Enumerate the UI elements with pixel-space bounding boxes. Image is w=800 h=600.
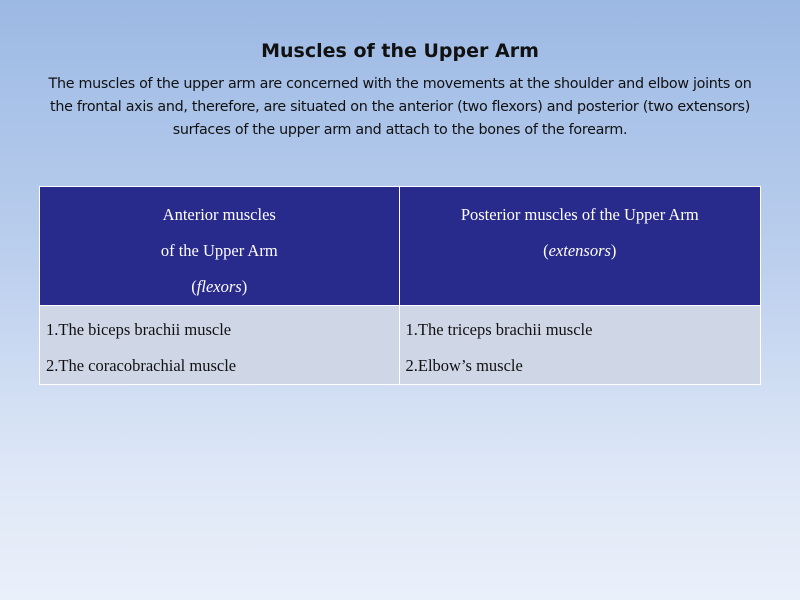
table-row <box>40 306 761 385</box>
paren-close: ) <box>610 241 617 260</box>
paren-close: ) <box>241 277 248 296</box>
anterior-muscles-cell <box>40 306 400 385</box>
muscle-table <box>39 186 761 385</box>
posterior-header-cell <box>399 187 760 306</box>
paren-open: ( <box>543 241 549 260</box>
paren-open: ( <box>191 277 197 296</box>
anterior-header-flexors <box>48 269 391 305</box>
table-header-row <box>40 187 761 306</box>
anterior-header-cell <box>40 187 400 306</box>
posterior-header-line1: Posterior muscles of the Upper Arm <box>460 205 699 224</box>
anterior-header-line2: of the Upper Arm <box>160 241 278 260</box>
anterior-header-line1: Anterior muscles <box>162 205 276 224</box>
extensors-label: extensors <box>548 241 611 260</box>
list-item: 1.The triceps brachii muscle <box>405 320 593 339</box>
posterior-header-extensors <box>408 233 752 269</box>
list-item: 2.The coracobrachial muscle <box>46 356 237 375</box>
flexors-label: flexors <box>196 277 242 296</box>
posterior-muscles-cell <box>399 306 760 385</box>
slide-title: Muscles of the Upper Arm <box>261 40 539 62</box>
intro-paragraph: The muscles of the upper arm are concerned with the movements at the shoulder and elbow joints on the frontal axis and, therefore, are situated on the anterior (two flexors) and posterior (two extensors) surfaces of the upper arm and attach to the bones of the forearm. <box>48 76 752 138</box>
list-item: 1.The biceps brachii muscle <box>46 320 232 339</box>
list-item: 2.Elbow’s muscle <box>405 356 523 375</box>
